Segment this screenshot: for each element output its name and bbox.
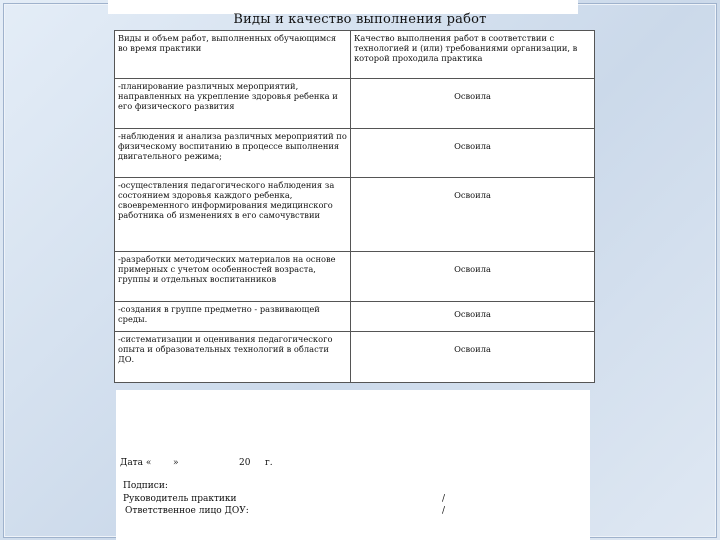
table-row xyxy=(115,302,595,332)
table-row xyxy=(115,332,595,383)
quality-cell: Освоила xyxy=(351,332,595,383)
table-row xyxy=(115,178,595,252)
page-title: Виды и качество выполнения работ xyxy=(233,12,487,27)
work-cell: -разработки методических материалов на основе примерных с учетом особенностей возраста, группы и отдельных воспитанников xyxy=(115,252,351,302)
signatures-label: Подписи: xyxy=(123,481,168,491)
supervisor-signature-slash: / xyxy=(442,494,446,504)
table-header-row xyxy=(115,31,595,79)
table-row xyxy=(115,252,595,302)
column-header-quality: Качество выполнения работ в соответствии с технологией и (или) требованиями организации, в которой проходила практика xyxy=(351,31,595,79)
work-cell: -наблюдения и анализа различных мероприятий по физическому воспитанию в процессе выполнения двигательного режима; xyxy=(115,129,351,178)
work-cell: -планирование различных мероприятий, направленных на укрепление здоровья ребенка и его физического развития xyxy=(115,79,351,129)
table-row xyxy=(115,129,595,178)
date-year: 20 xyxy=(239,458,251,468)
table-row xyxy=(115,79,595,129)
work-cell: -создания в группе предметно - развивающей среды. xyxy=(115,302,351,332)
supervisor-label: Руководитель практики xyxy=(123,494,237,504)
quality-cell: Освоила xyxy=(351,79,595,129)
column-header-work: Виды и объем работ, выполненных обучающимся во время практики xyxy=(115,31,351,79)
quality-cell: Освоила xyxy=(351,302,595,332)
quality-cell: Освоила xyxy=(351,178,595,252)
work-cell: -систематизации и оценивания педагогического опыта и образовательных технологий в области ДО. xyxy=(115,332,351,383)
signature-block xyxy=(116,390,590,540)
responsible-label: Ответственное лицо ДОУ: xyxy=(125,506,249,516)
quality-cell: Освоила xyxy=(351,129,595,178)
date-label: Дата « xyxy=(120,458,152,468)
quality-cell: Освоила xyxy=(351,252,595,302)
work-quality-table xyxy=(114,30,595,383)
work-cell: -осуществления педагогического наблюдения за состоянием здоровья каждого ребенка, своевременного информирования медицинского работника об изменениях в его самочувствии xyxy=(115,178,351,252)
responsible-signature-slash: / xyxy=(442,506,446,516)
date-suffix: г. xyxy=(265,458,273,468)
date-quote-close: » xyxy=(173,458,179,468)
